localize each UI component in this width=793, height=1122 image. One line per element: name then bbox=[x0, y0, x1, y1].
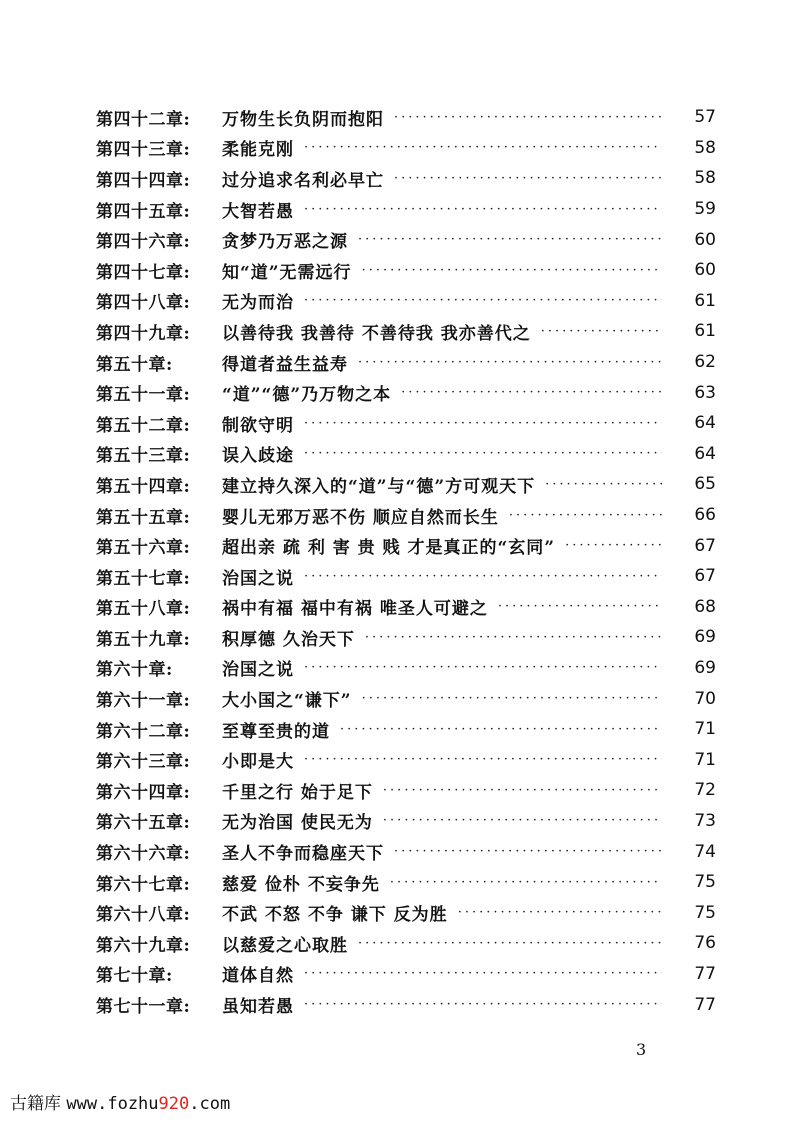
toc-entry[interactable] bbox=[96, 744, 716, 775]
toc-entry[interactable] bbox=[96, 653, 716, 684]
toc-entry[interactable] bbox=[96, 194, 716, 225]
toc-chapter: 第六十七章: bbox=[96, 874, 191, 895]
toc-title: 积厚德 久治天下 bbox=[222, 629, 355, 650]
toc-entry[interactable] bbox=[96, 102, 716, 133]
toc-chapter: 第四十二章: bbox=[96, 109, 191, 130]
toc-chapter: 第六十四章: bbox=[96, 782, 191, 803]
toc-leader-dots bbox=[358, 936, 662, 951]
toc-entry[interactable] bbox=[96, 408, 716, 439]
toc-page: 75 bbox=[694, 902, 716, 923]
toc-page: 76 bbox=[694, 933, 716, 954]
toc-title: 无为治国 使民无为 bbox=[222, 813, 373, 834]
toc-page: 69 bbox=[694, 657, 716, 678]
toc-chapter: 第六十九章: bbox=[96, 935, 191, 956]
toc-page: 69 bbox=[694, 627, 716, 648]
toc-title: 不武 不怒 不争 谦下 反为胜 bbox=[222, 905, 448, 926]
toc-entry[interactable] bbox=[96, 775, 716, 806]
toc-title: 柔能克刚 bbox=[222, 140, 294, 161]
toc-chapter: 第五十章: bbox=[96, 354, 173, 375]
toc-entry[interactable] bbox=[96, 439, 716, 470]
toc-page: 57 bbox=[694, 107, 716, 128]
toc-entry[interactable] bbox=[96, 867, 716, 898]
toc-page: 60 bbox=[694, 229, 716, 250]
toc-title: 大智若愚 bbox=[222, 201, 294, 222]
toc-chapter: 第六十一章: bbox=[96, 691, 191, 712]
toc-entry[interactable] bbox=[96, 530, 716, 561]
toc-title: 虽知若愚 bbox=[222, 997, 294, 1018]
toc-leader-dots bbox=[304, 416, 662, 431]
toc-leader-dots bbox=[394, 110, 662, 125]
toc-chapter: 第六十章: bbox=[96, 660, 173, 681]
toc-leader-dots bbox=[394, 844, 662, 859]
toc-title: “道”“德”乃万物之本 bbox=[222, 385, 392, 406]
toc-chapter: 第五十九章: bbox=[96, 629, 191, 650]
toc-page: 75 bbox=[694, 872, 716, 893]
footer-brand: 古籍库 bbox=[10, 1094, 61, 1114]
toc-page: 67 bbox=[694, 566, 716, 587]
toc-entry[interactable] bbox=[96, 989, 716, 1020]
toc-title: 得道者益生益寿 bbox=[222, 354, 348, 375]
page-number: 3 bbox=[636, 1040, 647, 1059]
toc-page: 68 bbox=[694, 596, 716, 617]
toc-entry[interactable] bbox=[96, 928, 716, 959]
toc-title: 超出亲 疏 利 害 贵 贱 才是真正的“玄同” bbox=[222, 538, 556, 559]
toc-page: 62 bbox=[694, 352, 716, 373]
toc-chapter: 第七十章: bbox=[96, 966, 173, 987]
toc-leader-dots bbox=[304, 569, 662, 584]
toc-leader-dots bbox=[541, 324, 662, 339]
toc-leader-dots bbox=[362, 263, 662, 278]
toc-entry[interactable] bbox=[96, 163, 716, 194]
toc-page: 71 bbox=[694, 749, 716, 770]
toc-chapter: 第七十一章: bbox=[96, 997, 191, 1018]
toc-chapter: 第五十七章: bbox=[96, 568, 191, 589]
toc-title: 建立持久深入的“道”与“德”方可观天下 bbox=[222, 476, 536, 497]
toc-chapter: 第五十一章: bbox=[96, 385, 191, 406]
toc-leader-dots bbox=[304, 660, 662, 675]
toc-chapter: 第五十四章: bbox=[96, 476, 191, 497]
toc-page: 65 bbox=[694, 474, 716, 495]
toc-title: 千里之行 始于足下 bbox=[222, 782, 373, 803]
toc-page: 77 bbox=[694, 994, 716, 1015]
footer-site-prefix: www.fozhu bbox=[66, 1094, 159, 1114]
toc-leader-dots bbox=[304, 752, 662, 767]
toc-leader-dots bbox=[340, 722, 662, 737]
toc-leader-dots bbox=[383, 813, 662, 828]
footer-site[interactable] bbox=[66, 1094, 230, 1114]
toc-leader-dots bbox=[304, 446, 662, 461]
toc-entry[interactable] bbox=[96, 469, 716, 500]
toc-page: 67 bbox=[694, 535, 716, 556]
toc-leader-dots bbox=[304, 293, 662, 308]
toc-chapter: 第五十六章: bbox=[96, 538, 191, 559]
toc-title: 祸中有福 福中有祸 唯圣人可避之 bbox=[222, 599, 488, 620]
toc-page: 64 bbox=[694, 413, 716, 434]
toc-page: 60 bbox=[694, 260, 716, 281]
toc-title: 至尊至贵的道 bbox=[222, 721, 330, 742]
toc-leader-dots bbox=[358, 355, 662, 370]
toc-title: 误入歧途 bbox=[222, 446, 294, 467]
footer-site-accent: 920 bbox=[158, 1094, 190, 1114]
toc-leader-dots bbox=[545, 477, 662, 492]
toc-chapter: 第五十五章: bbox=[96, 507, 191, 528]
toc-entry[interactable] bbox=[96, 897, 716, 928]
toc-entry[interactable] bbox=[96, 377, 716, 408]
toc-page: 72 bbox=[694, 780, 716, 801]
toc-leader-dots bbox=[365, 630, 662, 645]
toc-page: 64 bbox=[694, 443, 716, 464]
toc-entry[interactable] bbox=[96, 561, 716, 592]
toc-page: 59 bbox=[694, 199, 716, 220]
toc-title: 大小国之“谦下” bbox=[222, 691, 352, 712]
toc-leader-dots bbox=[304, 202, 662, 217]
toc-entry[interactable] bbox=[96, 255, 716, 286]
toc-entry[interactable] bbox=[96, 836, 716, 867]
toc-leader-dots bbox=[390, 875, 662, 890]
toc-chapter: 第六十二章: bbox=[96, 721, 191, 742]
toc-title: 知“道”无需远行 bbox=[222, 262, 352, 283]
toc-leader-dots bbox=[498, 599, 662, 614]
toc-page: 63 bbox=[694, 382, 716, 403]
toc-chapter: 第六十六章: bbox=[96, 844, 191, 865]
toc-chapter: 第四十七章: bbox=[96, 262, 191, 283]
toc-title: 婴儿无邪万恶不伤 顺应自然而长生 bbox=[222, 507, 499, 528]
toc-leader-dots bbox=[304, 997, 662, 1012]
toc-chapter: 第四十五章: bbox=[96, 201, 191, 222]
toc-title: 圣人不争而稳座天下 bbox=[222, 844, 384, 865]
toc-title: 万物生长负阴而抱阳 bbox=[222, 109, 384, 130]
toc-chapter: 第六十三章: bbox=[96, 752, 191, 773]
toc-entry[interactable] bbox=[96, 592, 716, 623]
watermark-footer bbox=[10, 1089, 230, 1114]
toc-entry[interactable] bbox=[96, 347, 716, 378]
toc-leader-dots bbox=[394, 171, 662, 186]
toc-entry[interactable] bbox=[96, 286, 716, 317]
toc-entry[interactable] bbox=[96, 683, 716, 714]
toc-page: 71 bbox=[694, 719, 716, 740]
toc-chapter: 第六十五章: bbox=[96, 813, 191, 834]
toc-leader-dots bbox=[304, 966, 662, 981]
toc-page: 61 bbox=[694, 290, 716, 311]
toc-page: 61 bbox=[694, 321, 716, 342]
toc-chapter: 第四十三章: bbox=[96, 140, 191, 161]
toc-title: 过分追求名利必早亡 bbox=[222, 170, 384, 191]
toc-leader-dots bbox=[383, 783, 662, 798]
toc-chapter: 第四十八章: bbox=[96, 293, 191, 314]
toc-page: 77 bbox=[694, 963, 716, 984]
toc-chapter: 第五十三章: bbox=[96, 446, 191, 467]
toc-chapter: 第六十八章: bbox=[96, 905, 191, 926]
toc-leader-dots bbox=[458, 905, 662, 920]
toc-leader-dots bbox=[358, 232, 662, 247]
toc-chapter: 第四十四章: bbox=[96, 170, 191, 191]
toc-title: 以慈爱之心取胜 bbox=[222, 935, 348, 956]
toc-page: 70 bbox=[694, 688, 716, 709]
toc-page: 58 bbox=[694, 137, 716, 158]
toc-page: 58 bbox=[694, 168, 716, 189]
toc-chapter: 第四十九章: bbox=[96, 323, 191, 344]
toc-entry[interactable] bbox=[96, 224, 716, 255]
toc-chapter: 第五十八章: bbox=[96, 599, 191, 620]
footer-site-suffix: .com bbox=[189, 1094, 231, 1114]
toc-entry[interactable] bbox=[96, 500, 716, 531]
toc-entry[interactable] bbox=[96, 714, 716, 745]
toc-title: 道体自然 bbox=[222, 966, 294, 987]
toc-leader-dots bbox=[362, 691, 662, 706]
toc-entry[interactable] bbox=[96, 806, 716, 837]
toc-leader-dots bbox=[304, 140, 662, 155]
toc-page: 66 bbox=[694, 505, 716, 526]
toc-title: 治国之说 bbox=[222, 568, 294, 589]
toc-chapter: 第五十二章: bbox=[96, 415, 191, 436]
toc-entry[interactable] bbox=[96, 622, 716, 653]
toc-entry[interactable] bbox=[96, 133, 716, 164]
toc-title: 贪梦乃万恶之源 bbox=[222, 232, 348, 253]
toc-title: 制欲守明 bbox=[222, 415, 294, 436]
toc-page: 73 bbox=[694, 810, 716, 831]
toc-title: 治国之说 bbox=[222, 660, 294, 681]
toc-chapter: 第四十六章: bbox=[96, 232, 191, 253]
toc-title: 以善待我 我善待 不善待我 我亦善代之 bbox=[222, 323, 531, 344]
toc-leader-dots bbox=[401, 385, 662, 400]
toc-title: 无为而治 bbox=[222, 293, 294, 314]
toc-entry[interactable] bbox=[96, 316, 716, 347]
toc-leader-dots bbox=[565, 538, 662, 553]
toc-page: 74 bbox=[694, 841, 716, 862]
toc-entry[interactable] bbox=[96, 959, 716, 990]
toc-title: 小即是大 bbox=[222, 752, 294, 773]
table-of-contents bbox=[96, 102, 716, 1020]
toc-title: 慈爱 俭朴 不妄争先 bbox=[222, 874, 380, 895]
toc-leader-dots bbox=[509, 508, 662, 523]
